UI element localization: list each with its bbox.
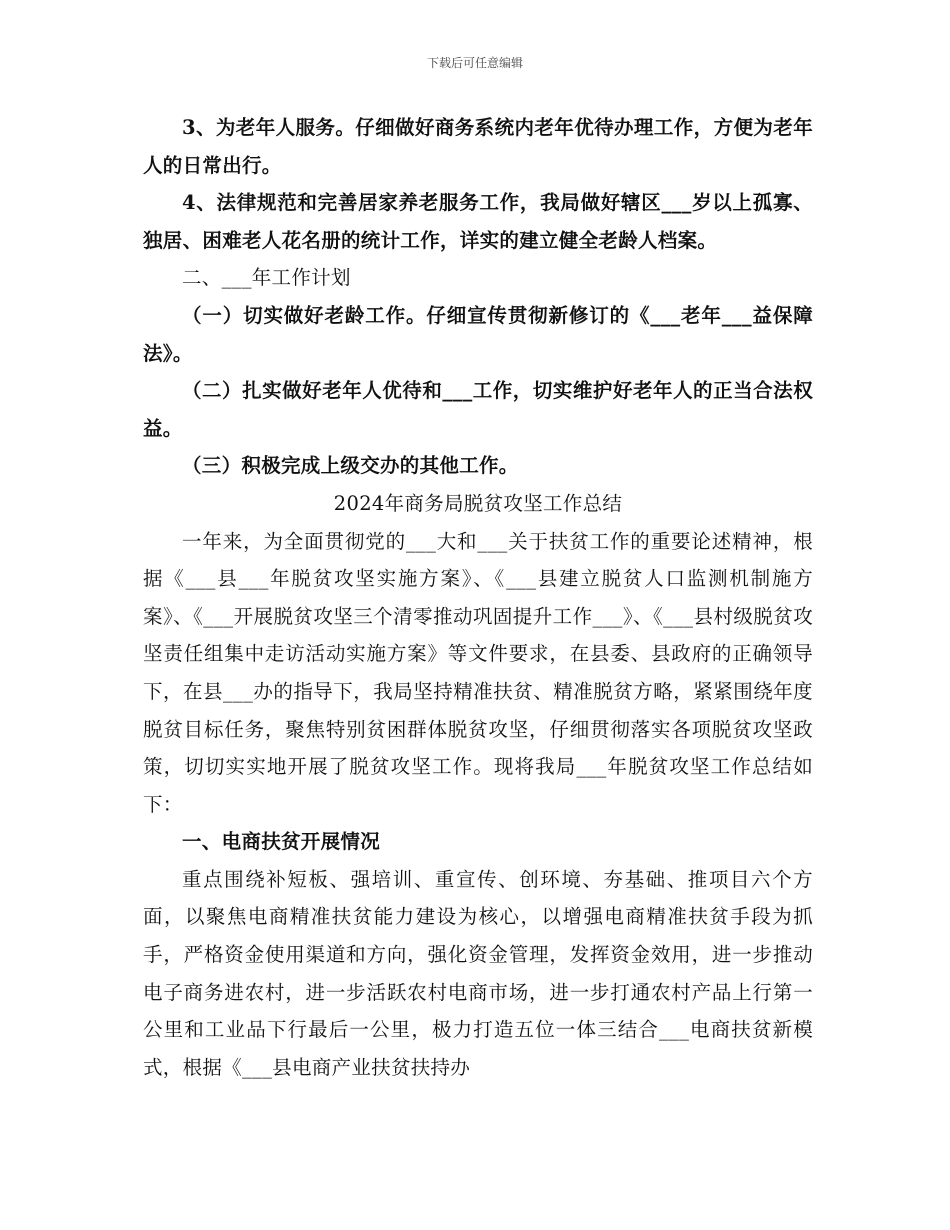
paragraph-plan-item-1: （一）切实做好老龄工作。仔细宣传贯彻新修订的《___老年___益保障法》。 xyxy=(143,303,813,365)
page-header-note: 下载后可任意编辑 xyxy=(426,56,523,70)
section-heading-ecommerce: 一、电商扶贫开展情况 xyxy=(182,830,381,854)
document-body xyxy=(143,109,813,1086)
paragraph-home-care: 4、法律规范和完善居家养老服务工作，我局做好辖区___岁以上孤寡、独居、困难老人花名册的统计工作，详实的建立健全老龄人档案。 xyxy=(143,191,813,252)
paragraph-intro: 一年来，为全面贯彻党的___大和___关于扶贫工作的重要论述精神，根据《___县___年脱贫攻坚实施方案》、《___县建立脱贫人口监测机制施方案》、《___开展脱贫攻坚三个清零推动巩固提升工作___》、《___县村级脱贫攻坚责任组集中走访活动实施方案》等文件要求，在县委、县政府的正确领导下，在县___办的指导下，我局坚持精准扶贫、精准脱贫方略，紧紧围绕年度脱贫目标任务，聚焦特别贫困群体脱贫攻坚，仔细贯彻落实各项脱贫攻坚政策，切切实实地开展了脱贫攻坚工作。现将我局___年脱贫攻坚工作总结如下： xyxy=(143,529,813,816)
paragraph-ecommerce-details: 重点围绕补短板、强培训、重宣传、创环境、夯基础、推项目六个方面，以聚焦电商精准扶贫能力建设为核心，以增强电商精准扶贫手段为抓手，严格资金使用渠道和方向，强化资金管理，发挥资金效用，进一步推动电子商务进农村，进一步活跃农村电商市场，进一步打通农村产品上行第一公里和工业品下行最后一公里，极力打造五位一体三结合___电商扶贫新模式，根据《___县电商产业扶贫扶持办 xyxy=(143,867,813,1079)
paragraph-elderly-service: 3、为老年人服务。仔细做好商务系统内老年优待办理工作，方便为老年人的日常出行。 xyxy=(143,116,813,177)
section-heading-work-plan: 二、___年工作计划 xyxy=(182,266,351,290)
paragraph-plan-item-3: （三）积极完成上级交办的其他工作。 xyxy=(182,454,519,478)
document-title: 2024年商务局脱贫攻坚工作总结 xyxy=(333,491,623,515)
paragraph-plan-item-2: （二）扎实做好老年人优待和___工作，切实维护好老年人的正当合法权益。 xyxy=(143,379,813,440)
